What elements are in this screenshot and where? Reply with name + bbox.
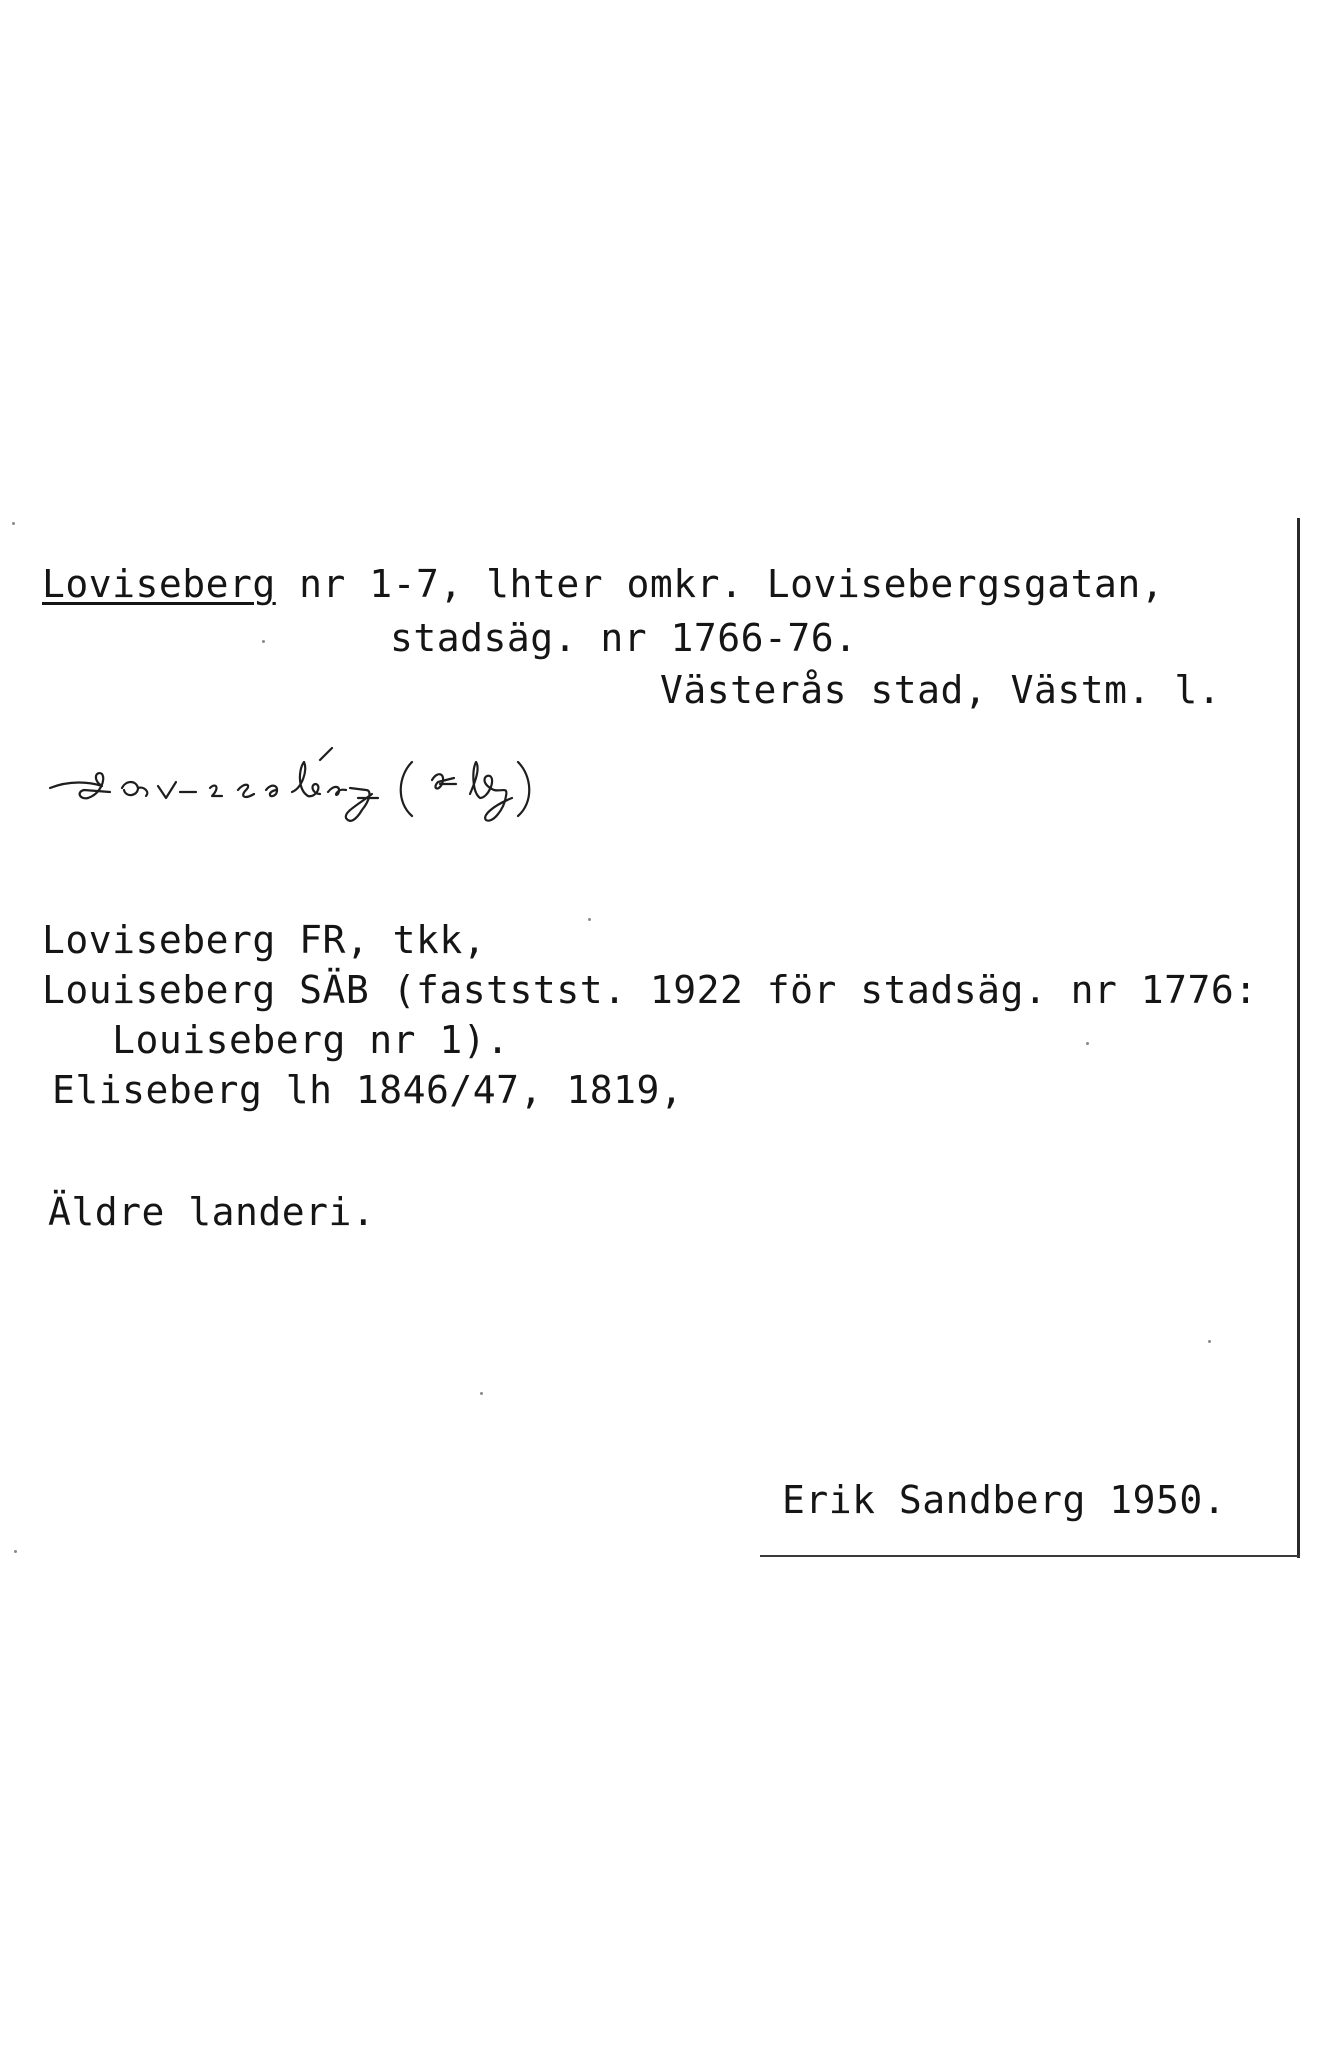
- paper-speck: [14, 1550, 17, 1553]
- place-name: Loviseberg: [42, 562, 276, 606]
- paper-speck: [262, 640, 265, 643]
- paper-speck: [12, 522, 15, 525]
- handwritten-pronunciation: [40, 740, 660, 850]
- paper-speck: [1086, 1042, 1089, 1045]
- paper-speck: [480, 1392, 483, 1395]
- form-line-1: Loviseberg FR, tkk,: [42, 918, 487, 962]
- lot-number-line: stadsäg. nr 1766-76.: [390, 616, 858, 660]
- form-line-2: Louiseberg SÄB (faststst. 1922 för stadsäg. nr 1776:: [42, 968, 1258, 1012]
- form-line-3: Louiseberg nr 1).: [42, 1018, 510, 1062]
- signature-line: Erik Sandberg 1950.: [782, 1478, 1227, 1522]
- paper-speck: [1208, 1340, 1211, 1343]
- card-border-bottom: [760, 1555, 1300, 1557]
- heading-details: nr 1-7, lhter omkr. Lovisebergsgatan,: [275, 562, 1165, 606]
- paper-speck: [588, 918, 591, 921]
- location-line: Västerås stad, Västm. l.: [660, 668, 1222, 712]
- form-line-4: Eliseberg lh 1846/47, 1819,: [52, 1068, 684, 1112]
- note-line: Äldre landeri.: [48, 1190, 376, 1234]
- card-heading-line: [42, 562, 1164, 606]
- card-border-right: [1297, 518, 1300, 1558]
